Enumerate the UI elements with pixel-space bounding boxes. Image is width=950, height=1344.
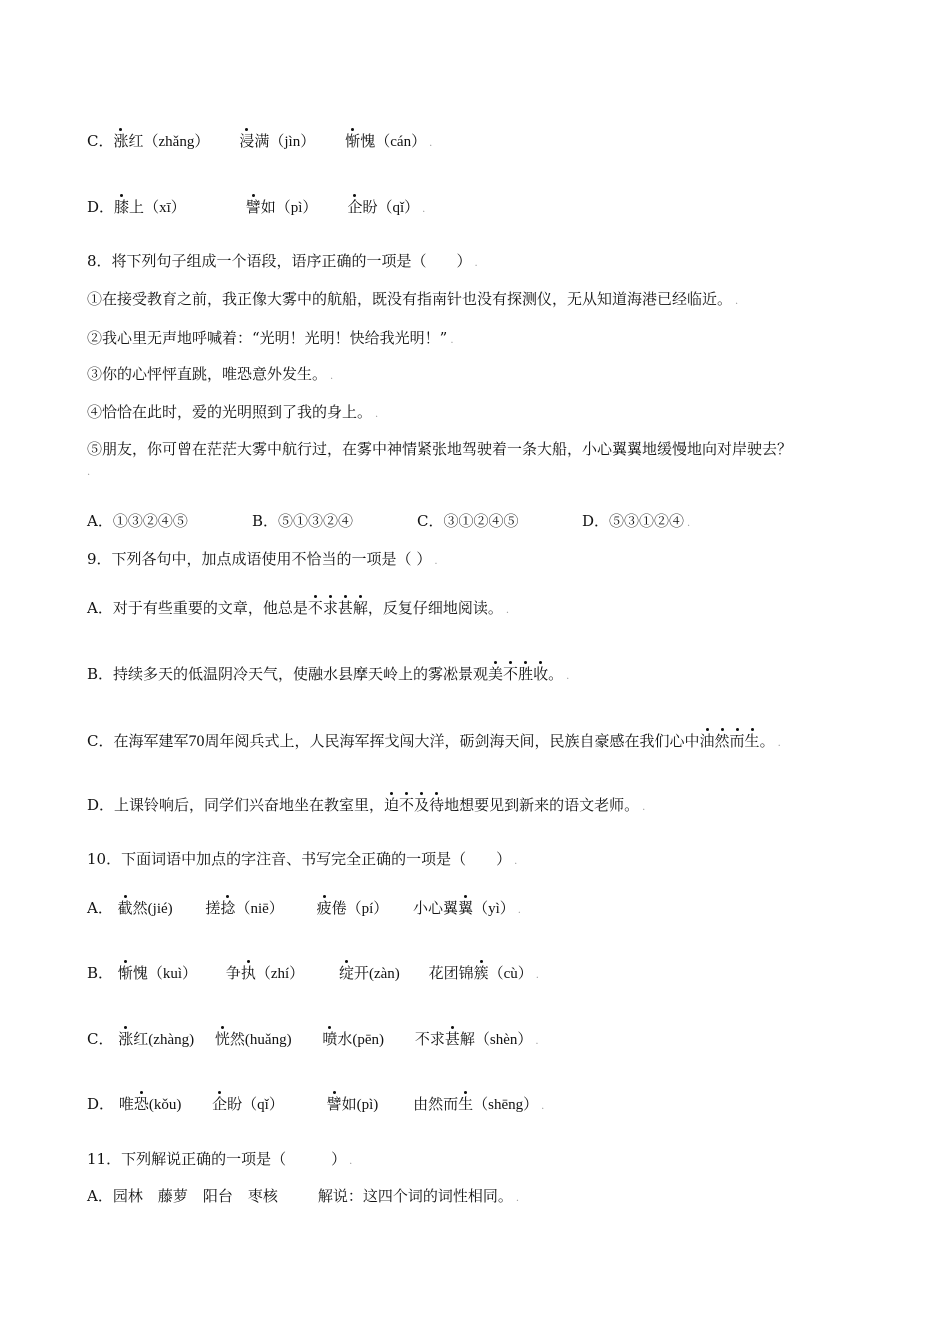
sentence-text: ②我心里无声地呼喊着：“光明！光明！快给我光明！” [87,329,448,347]
q8-sentence-4: ④恰恰在此时，爱的光明照到了我的身上。 . [87,403,379,421]
option-text: B．持续多天的低温阴冷天气，使融水县摩天岭上的雾凇景观 [87,665,489,683]
option-label: B． [87,964,114,982]
q9-option-c: C．在海军建军70周年阅兵式上，人民海军挥戈闯大洋，砺剑海天间，民族自豪感在我们心中油然而生。 . [87,732,781,750]
dotted-idiom [308,599,368,617]
q11-option-a: A．园林 藤萝 阳台 枣核 解说：这四个词的词性相同。 . [87,1187,520,1205]
word-part: 由然而 [413,1095,459,1113]
option-label: D． [87,1095,115,1113]
dotted-char: 胜 [518,665,534,683]
pinyin: (huǎng) [244,1032,292,1048]
word-part: 愧 [132,964,148,982]
option-c: C．③①②④⑤ [417,512,519,530]
word-part: 水 [337,1030,353,1048]
pinyin: （qǐ） [242,1097,284,1113]
dotted-idiom [384,796,444,814]
option-d: D．⑤③①②④ [582,512,685,530]
pinyin: （jìn） [269,134,316,150]
word-part: 不求 [414,1030,445,1048]
dotted-char: 譬 [326,1095,342,1113]
dotted-char: 甚 [444,1030,460,1048]
q10-word [413,1095,538,1113]
dotted-char: 迫 [384,796,400,814]
dotted-char: 甚 [337,599,353,617]
q10-word [327,1095,379,1113]
q8-sentence-5 [87,439,792,459]
q10-word [413,899,515,917]
sentence-text: ④恰恰在此时，爱的光明照到了我的身上。 [87,403,373,421]
dotted-char: 执 [240,964,256,982]
pinyin: (kǒu) [148,1097,182,1113]
option-text: 周年阅兵式上，人民海军挥戈闯大洋，砺剑海天间，民族自豪感在我们心中 [204,732,700,750]
dotted-char: 恍 [214,1030,230,1048]
q10-word [317,899,389,917]
q9-option-b: B．持续多天的低温阴冷天气，使融水县摩天岭上的雾凇景观美不胜收。 . [87,665,570,683]
word-part: 唯 [118,1095,134,1113]
word-list: 园林 藤萝 阳台 枣核 [112,1187,278,1205]
sentence-text: ⑤朋友，你可曾在茫茫大雾中航行过，在雾中神情紧张地驾驶着一条大船，小心翼翼地缓慢地向对岸驶去？ [87,440,793,458]
q10-word [118,964,197,982]
dotted-char: 翼 [458,899,474,917]
q10-option-a: A． 截然(jié) 搓捻（niē） 疲倦（pí） 小心翼翼（yì） . [87,899,521,917]
pinyin: （shēng） [473,1097,539,1113]
option-label: C． [87,132,114,150]
option-text: 地想要见到新来的语文老师。 [444,796,640,814]
dotted-char: 而 [729,732,745,750]
option-text: C．在海军建军 [87,732,189,750]
word-part: 然 [132,899,148,917]
q10-word [119,1095,182,1113]
word-part: 如 [341,1095,357,1113]
option-label: C． [87,1030,114,1048]
dotted-char: 疲 [316,899,332,917]
line-mark: . [87,467,91,478]
q9-stem: 9．下列各句中，加点成语使用不恰当的一项是（ ） . [87,550,438,568]
dotted-char: 求 [322,599,338,617]
dotted-char: 然 [714,732,730,750]
dotted-char: 油 [699,732,715,750]
pinyin: （kuì） [147,966,198,982]
dotted-char: 恐 [133,1095,149,1113]
pinyin: （zhǎng） [143,134,210,150]
dotted-char: 譬 [245,198,261,216]
q9-option-d: D．上课铃响后，同学们兴奋地坐在教室里，迫不及待地想要见到新来的语文老师。 . [87,796,646,814]
word-rest: 满 [254,132,270,150]
dotted-char: 解 [352,599,368,617]
q10-word [205,899,283,917]
word-part: 搓 [205,899,221,917]
option-text: A．对于有些重要的文章，他总是 [87,599,308,617]
pinyin: （pí） [346,901,389,917]
dotted-idiom [700,732,760,750]
q10-word [429,964,533,982]
word-part: 开 [353,964,369,982]
q8-sentence-1: ①在接受教育之前，我正像大雾中的航船，既没有指南针也没有探测仪，无从知道海港已经临近。 . [87,290,739,308]
word-rest: 愧 [360,132,376,150]
option-label: A． [87,1187,113,1205]
q10-option-b: B． 惭愧（kuì） 争执（zhí） 绽开(zàn) 花团锦簇（cù） . [87,964,539,982]
word-rest: 红 [128,132,144,150]
q8-sentence-3: ③你的心怦怦直跳，唯恐意外发生。 . [87,365,334,383]
dotted-char: 喷 [322,1030,338,1048]
word-part: 倦 [331,899,347,917]
dotted-char: 生 [744,732,760,750]
pinyin: （cù） [488,966,533,982]
dotted-char: 不 [307,599,323,617]
word-part: 争 [225,964,241,982]
word-rest: 上 [129,198,145,216]
dotted-char: 惭 [117,964,133,982]
pinyin: （qǐ） [377,200,420,216]
dotted-idiom [488,665,548,683]
dotted-char: 生 [458,1095,474,1113]
option-text: 。 [759,732,775,750]
dotted-char: 簇 [473,964,489,982]
option-text: 。 [548,665,564,683]
q7-option-d: D．膝上（xī） 譬如（pì） 企盼（qǐ） . [87,198,426,216]
pinyin: (zhàng) [148,1032,195,1048]
word-part: 小心翼 [413,899,459,917]
question-text: 9．下列各句中，加点成语使用不恰当的一项是（ ） [87,550,432,568]
sentence-text: ③你的心怦怦直跳，唯恐意外发生。 [87,365,328,383]
dotted-char: 截 [117,899,133,917]
word-part: 盼 [227,1095,243,1113]
q8-stem: 8．将下列句子组成一个语段，语序正确的一项是（ ） . [87,252,478,270]
option-label: D． [87,198,115,216]
word-part: 然 [229,1030,245,1048]
dotted-char: 捻 [220,899,236,917]
sentence-text: ①在接受教育之前，我正像大雾中的航船，既没有指南针也没有探测仪，无从知道海港已经临近。 [87,290,733,308]
word-rest: 盼 [362,198,378,216]
q10-word [118,1030,194,1048]
pinyin: (pì) [356,1097,379,1113]
q10-word [215,1030,292,1048]
pinyin: （niē） [235,901,284,917]
q10-word [322,1030,384,1048]
question-text: 10．下面词语中加点的字注音、书写完全正确的一项是（ ） [87,850,512,868]
option-a: A．①③②④⑤ [87,512,188,530]
dotted-char: 膝 [114,198,130,216]
pinyin: （cán） [375,134,427,150]
dotted-char: 企 [212,1095,228,1113]
pinyin: (pēn) [352,1032,385,1048]
question-text: 8．将下列句子组成一个语段，语序正确的一项是（ ） [87,252,472,270]
q10-option-c: C． 涨红(zhàng) 恍然(huǎng) 喷水(pēn) 不求甚解（shèn） . [87,1030,539,1048]
pinyin: （zhí） [255,966,305,982]
q11-stem: 11．下列解说正确的一项是（ ） . [87,1150,353,1168]
dotted-char: 待 [429,796,445,814]
option-b: B．⑤①③②④ [252,512,354,530]
dotted-char: 收 [533,665,549,683]
dotted-char: 涨 [118,1030,134,1048]
q10-word [118,899,173,917]
q10-word [339,964,400,982]
question-text: 11．下列解说正确的一项是（ ） [87,1150,347,1168]
word-part: 红 [133,1030,149,1048]
q8-sentence-2: ②我心里无声地呼喊着：“光明！光明！快给我光明！” . [87,329,454,347]
word-part: 花团锦 [428,964,474,982]
explanation-text: 解说：这四个词的词性相同。 [317,1187,513,1205]
pinyin: (jié) [147,901,173,917]
option-label: A． [87,899,113,917]
q8-options: A．①③②④⑤ B．⑤①③②④ C．③①②④⑤ D．⑤③①②④ . [87,512,691,530]
pinyin: （yì） [473,901,515,917]
pinyin: 解（shèn） [459,1032,533,1048]
q10-word [212,1095,284,1113]
q10-word [415,1030,533,1048]
dotted-char: 涨 [113,132,129,150]
number: 70 [188,733,205,750]
pinyin: （xī） [144,200,186,216]
option-text: ，反复仔细地阅读。 [367,599,503,617]
dotted-char: 企 [347,198,363,216]
dotted-char: 惭 [345,132,361,150]
pinyin: (zàn) [368,966,400,982]
dotted-char: 绽 [338,964,354,982]
dotted-char: 及 [414,796,430,814]
dotted-char: 不 [399,796,415,814]
word-rest: 如 [260,198,276,216]
dotted-char: 不 [503,665,519,683]
option-text: D．上课铃响后，同学们兴奋地坐在教室里， [87,796,385,814]
q10-stem: 10．下面词语中加点的字注音、书写完全正确的一项是（ ） . [87,850,518,868]
dotted-char: 美 [488,665,504,683]
pinyin: （pì） [275,200,318,216]
q7-option-c: C．涨红（zhǎng） 浸满（jìn） 惭愧（cán） . [87,132,433,150]
q9-option-a: A．对于有些重要的文章，他总是不求甚解，反复仔细地阅读。 . [87,599,510,617]
dotted-char: 浸 [239,132,255,150]
q10-word [226,964,304,982]
q10-option-d: D． 唯恐(kǒu) 企盼（qǐ） 譬如(pì) 由然而生（shēng） . [87,1095,545,1113]
